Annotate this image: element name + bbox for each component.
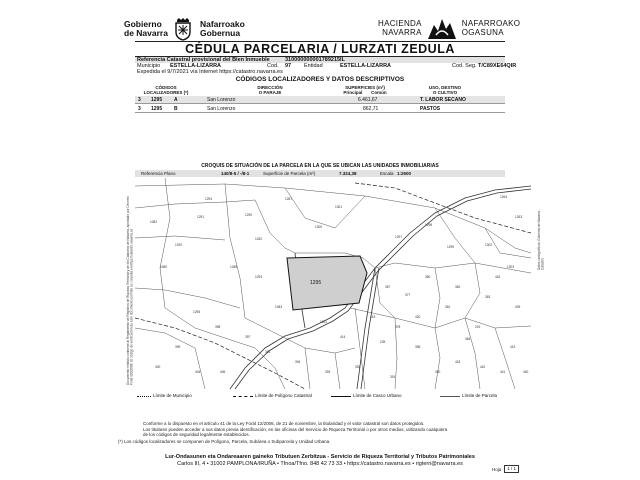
subject-parcel bbox=[287, 256, 367, 310]
legend-poligono-symbol bbox=[233, 396, 253, 397]
parcel-number-label: 1291 bbox=[197, 215, 205, 219]
parcel-number-label: 1080 bbox=[160, 265, 168, 269]
col-principal-header: Principal bbox=[343, 90, 363, 95]
escala-label: Escala bbox=[380, 171, 394, 176]
col-comun-header: Común bbox=[371, 90, 387, 95]
subject-parcel-label: 1295 bbox=[310, 280, 322, 286]
entidad-value: ESTELLA-LIZARRA bbox=[340, 63, 392, 69]
row-poligono: 3 bbox=[138, 97, 141, 103]
parcel-number-label: 416 bbox=[495, 275, 501, 279]
gobierno-text bbox=[124, 20, 168, 38]
parcel-number-label: 390 bbox=[435, 370, 441, 374]
parcel-number-label: 395 bbox=[265, 350, 271, 354]
parcel-number-label: 1300 bbox=[315, 225, 323, 229]
parcel-number-label: 404 bbox=[195, 370, 201, 374]
legend-parcela-symbol bbox=[440, 396, 460, 397]
gobernua-text bbox=[200, 20, 245, 38]
row-principal: 862,71 bbox=[363, 106, 379, 112]
ref-plano-value: 140/8-5 / -/8-1 bbox=[221, 171, 250, 176]
cod-value: 97 bbox=[285, 63, 292, 69]
parcel-number-label: 1288 bbox=[230, 265, 238, 269]
parcel-number-label: 440 bbox=[523, 370, 529, 374]
ref-value: 310000000001789215IL bbox=[285, 56, 345, 63]
parcel-number-label: 1287 bbox=[285, 197, 293, 201]
parcel-number-label: 418 bbox=[455, 360, 461, 364]
parcel-number-label: 1294 bbox=[205, 197, 213, 201]
cod-label: Cod. bbox=[267, 63, 279, 69]
note-line-1: Conforme a lo dispuesto en el artículo 41 de la Ley Foral 12/2006, de 21 de noviembre, la titularidad y el valor catastral son datos protegidos. bbox=[143, 421, 425, 426]
gobernua-line1: Nafarroako bbox=[199, 19, 245, 29]
superficie-label: Superficie de Parcela (m²) bbox=[263, 171, 316, 176]
hacienda-emblem-icon bbox=[426, 15, 458, 41]
parcel-number-label: 399 bbox=[175, 345, 181, 349]
croquis-title: CROQUIS DE SITUACIÓN DE LA PARCELA EN LA QUE SE UBICAN LAS UNIDADES INMOBILIARIAS bbox=[201, 163, 439, 169]
croquis-info-bar bbox=[135, 170, 505, 177]
parcel-number-label: 419 bbox=[510, 345, 516, 349]
legend-municipio-symbol bbox=[137, 396, 151, 397]
parcel-number-label: 1292 bbox=[175, 243, 183, 247]
legend-poligono: Límite de Polígono Catastral bbox=[233, 392, 312, 400]
legend-parcela: Límite de Parcela bbox=[440, 392, 497, 400]
document-title: CÉDULA PARCELARIA / LURZATI ZEDULA bbox=[185, 42, 455, 56]
legend-municipio: Límite de Municipio bbox=[137, 392, 192, 400]
gobierno-line1: Gobierno bbox=[124, 19, 162, 29]
ogasuna-text bbox=[462, 19, 521, 37]
parcel-number-label: 391 bbox=[390, 375, 396, 379]
parcel-number-label: 367 bbox=[385, 285, 391, 289]
parcel-number-label: 442 bbox=[480, 365, 486, 369]
row-poligono: 3 bbox=[138, 106, 141, 112]
municipio-value: ESTELLA-LIZARRA bbox=[170, 63, 222, 69]
parcel-number-label: 394 bbox=[295, 360, 301, 364]
row-subarea: A bbox=[174, 97, 178, 103]
legend-casco-symbol bbox=[331, 396, 351, 397]
parcel-number-label: 1296 bbox=[193, 310, 201, 314]
parcel-number-label: 415 bbox=[370, 315, 376, 319]
escala-value: 1:2500 bbox=[397, 171, 412, 176]
col-superficies-header: SUPERFICIES (m²) Principal Común bbox=[343, 85, 387, 95]
parcel-number-label: 392 bbox=[355, 365, 361, 369]
parcel-number-label: 1264 bbox=[500, 195, 508, 199]
note-line-3: de los códigos de seguridad legalmente establecidos. bbox=[143, 432, 250, 437]
parcel-number-label: 360 bbox=[425, 275, 431, 279]
map-legend bbox=[135, 392, 505, 400]
parcel-number-label: 1261 bbox=[320, 320, 328, 324]
parcel-number-label: 1297 bbox=[395, 235, 403, 239]
gobierno-navarra-logo bbox=[124, 17, 245, 41]
parcel-number-label: 235 bbox=[380, 340, 386, 344]
parcel-number-label: 219 bbox=[475, 325, 481, 329]
parcel-number-label: 400 bbox=[155, 365, 161, 369]
cod-seg-value: T/C89XE64QIR bbox=[478, 63, 517, 69]
parcel-number-label: 364 bbox=[465, 337, 471, 341]
parcel-number-label: 1293 bbox=[255, 275, 263, 279]
table-row bbox=[135, 105, 505, 113]
parcel-number-label: 409 bbox=[515, 305, 521, 309]
side-legal-text: Documento emitido conforme al Reglamento de Registros de Riqueza Territorial y de los Catastros de Navarra, aprobado por Decreto Foral 100/2008. El código de verificación de este documento permite su consulta en https://catastro.navarra.es bbox=[126, 196, 134, 385]
parcel-number-label: 1303 bbox=[507, 265, 515, 269]
row-paraje: San Lorenzo bbox=[207, 106, 236, 112]
parcel-number-label: 1083 bbox=[275, 305, 283, 309]
footer-contact: Carlos III, 4 • 31002 PAMPLONA/IRUÑA • Tfnoa/Tfno. 848 42 73 33 • https://catastro.navarra.es • rigterri@navarra.es bbox=[177, 461, 463, 467]
hacienda-line2: NAVARRA bbox=[382, 28, 422, 37]
side-credit-text: Datos cartográficos: Gobierno de Navarra - Catastro bbox=[537, 209, 545, 270]
row-uso: PASTOS bbox=[420, 106, 441, 112]
note-line-4: (*) Los códigos localizadores se componen de Polígono, Parcela, Subárea o Subparcela y Unidad Urbana. bbox=[118, 439, 331, 444]
parcel-number-label: 398 bbox=[215, 325, 221, 329]
codes-section-title: CÓDIGOS LOCALIZADORES Y DATOS DESCRIPTIVOS bbox=[235, 76, 405, 83]
gobierno-line2: de Navarra bbox=[124, 28, 168, 38]
parcel-number-label: 1298 bbox=[425, 223, 433, 227]
navarra-crest-icon bbox=[172, 17, 194, 41]
parcel-number-label: 362 bbox=[455, 285, 461, 289]
gobernua-line2: Gobernua bbox=[199, 28, 241, 38]
hacienda-line1: HACIENDA bbox=[378, 19, 422, 28]
parcel-number-label: 361 bbox=[445, 305, 451, 309]
cadastral-map bbox=[135, 178, 531, 389]
ref-plano-label: Referencia Plano bbox=[141, 171, 176, 176]
parcel-number-label: 1299 bbox=[447, 245, 455, 249]
ogasuna-line1: NAFARROAKO bbox=[461, 19, 521, 28]
footer-service-name: Lur-Ondasunen eta Ondareaaren gaineko Tributuen Zerbitzua - Servicio de Riqueza Territorial y Tributos Patrimoniales bbox=[165, 454, 475, 460]
entidad-label: Entidad bbox=[304, 63, 323, 69]
parcel-number-label: 1082 bbox=[150, 220, 158, 224]
parcel-number-label: 377 bbox=[405, 293, 411, 297]
legend-casco: Límite de Casco Urbano bbox=[331, 392, 402, 400]
row-paraje: San Lorenzo bbox=[207, 97, 236, 103]
parcel-number-label: 396 bbox=[415, 345, 421, 349]
cod-seg-label: Cod. Seg. bbox=[452, 63, 477, 69]
col-uso-header: USO, DESTINO O CULTIVO bbox=[428, 85, 462, 95]
row-uso: T. LABOR SECANO bbox=[420, 97, 466, 103]
hacienda-navarra-logo bbox=[378, 14, 520, 42]
superficie-value: 7.324,38 bbox=[339, 171, 357, 176]
page-value: 1 / 1 bbox=[504, 465, 519, 473]
ref-label: Referencia Catastral provisional del Bien Inmueble bbox=[137, 56, 270, 63]
parcel-number-label: 1302 bbox=[485, 243, 493, 247]
row-principal: 6.461,67 bbox=[358, 97, 378, 103]
expedida-text: Expedida el 9/7/2021 vía Internet https://catastro.navarra.es bbox=[137, 69, 283, 75]
page-indicator bbox=[492, 465, 519, 473]
parcel-number-label: 441 bbox=[500, 370, 506, 374]
parcel-number-label: 1263 bbox=[515, 215, 523, 219]
row-subarea: B bbox=[174, 106, 178, 112]
ogasuna-line2: OGASUNA bbox=[461, 28, 504, 37]
table-row bbox=[135, 96, 505, 104]
col-direccion-header: DIRECCIÓN O PARAJE bbox=[257, 85, 283, 95]
parcel-number-label: 406 bbox=[220, 370, 226, 374]
col-codigos-header: CÓDIGOS LOCALIZADORES (*) bbox=[143, 85, 189, 95]
parcel-number-label: 414 bbox=[340, 335, 346, 339]
page-label: Hoja bbox=[492, 466, 502, 472]
hacienda-text bbox=[378, 19, 422, 37]
note-line-2: Los titulares pueden acceder a sus datos previa identificación, en las oficinas del Servicio de Riqueza Territorial o por otros medios, utilizando cualquiera bbox=[143, 426, 448, 432]
parcel-number-label: 1290 bbox=[245, 213, 253, 217]
parcel-number-label: 363 bbox=[485, 295, 491, 299]
municipio-label: Municipio bbox=[137, 63, 161, 69]
parcel-number-label: 378 bbox=[395, 325, 401, 329]
parcel-number-label: 397 bbox=[245, 335, 251, 339]
parcel-number-label: 1301 bbox=[335, 205, 343, 209]
parcel-number-label: 393 bbox=[325, 370, 331, 374]
parcel-number-label: 1262 bbox=[255, 237, 263, 241]
row-parcela: 1295 bbox=[151, 97, 163, 103]
parcel-number-label: 420 bbox=[415, 315, 421, 319]
row-parcela: 1295 bbox=[151, 106, 163, 112]
